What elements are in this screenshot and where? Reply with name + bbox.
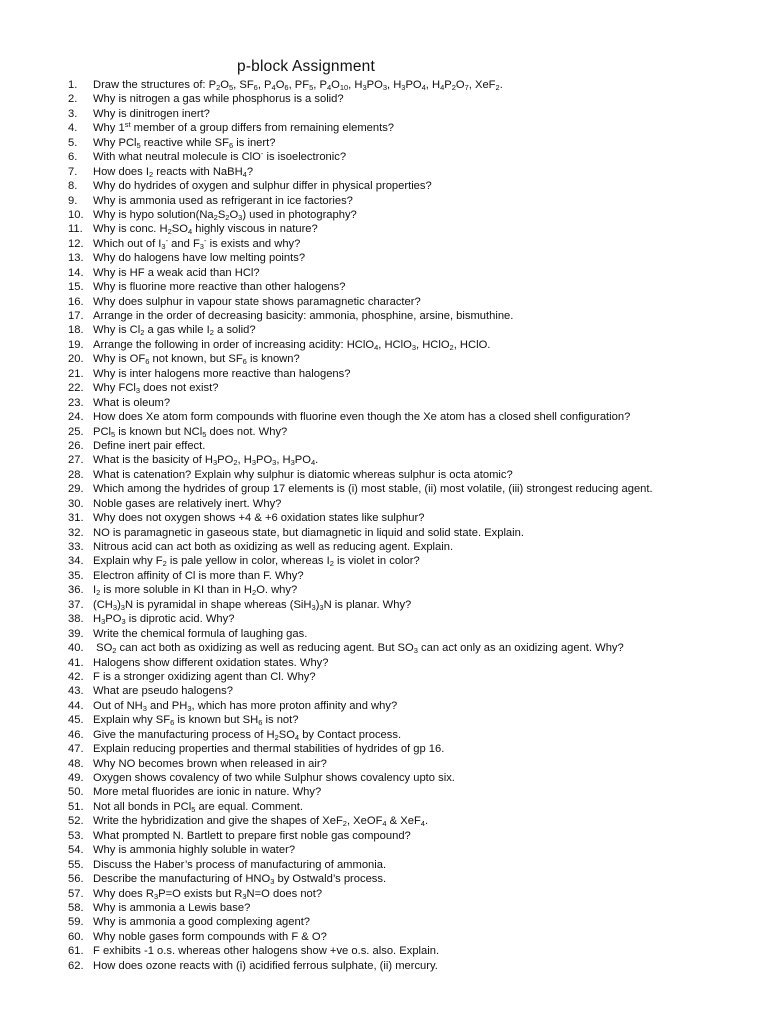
question-number: 8.: [68, 180, 78, 193]
question-number: 58.: [68, 901, 84, 914]
question-list: [0, 78, 768, 973]
question-text: Why does not oxygen shows +4 & +6 oxidation states like sulphur?: [93, 512, 425, 525]
question-text: Why FCl$_3$ does not exist?: [93, 382, 219, 396]
question-number: 19.: [68, 338, 84, 351]
question-number: 39.: [68, 627, 84, 640]
question-number: 9.: [68, 194, 78, 207]
question-item: [0, 800, 768, 814]
question-item: [0, 598, 768, 612]
question-number: 34.: [68, 555, 84, 568]
question-text: $I_2$ is more soluble in KI than in $H_2O$. why?: [93, 584, 298, 598]
page-title: [0, 58, 768, 76]
question-item: [0, 323, 768, 337]
question-number: 1.: [68, 79, 78, 91]
question-text: Why do halogens have low melting points?: [93, 252, 306, 265]
question-item: [0, 684, 768, 698]
question-number: 35.: [68, 569, 84, 582]
question-item: [0, 526, 768, 540]
question-text: Why is ammonia highly soluble in water?: [93, 844, 296, 857]
question-text: $SO_2$ can act both as oxidizing as well as reducing agent. But $SO_3$ can act only as an oxidizing agent. Why?: [93, 642, 624, 656]
question-number: 4.: [68, 122, 78, 135]
question-text: With what neutral molecule is ClO- is isoelectronic?: [93, 149, 347, 164]
question-item: [0, 930, 768, 944]
question-number: 42.: [68, 670, 84, 683]
question-number: 41.: [68, 656, 84, 669]
question-item: [0, 222, 768, 236]
question-item: [0, 453, 768, 467]
question-number: 53.: [68, 829, 84, 842]
question-text: Write the chemical formula of laughing gas.: [93, 627, 308, 640]
question-item: [0, 872, 768, 886]
question-text: How does Xe atom form compounds with fluorine even though the Xe atom has a closed shell configuration?: [93, 411, 631, 424]
question-item: [0, 511, 768, 525]
question-number: 23.: [68, 396, 84, 409]
question-item: [0, 309, 768, 323]
question-number: 62.: [68, 959, 84, 972]
question-text: Why do hydrides of oxygen and sulphur differ in physical properties?: [93, 180, 432, 193]
question-item: [0, 121, 768, 135]
question-text: Halogens show different oxidation states. Why?: [93, 656, 329, 669]
question-number: 32.: [68, 526, 84, 539]
question-text: Arrange the following in order of increasing acidity: HClO$_4$, HClO$_3$, HClO$_2$, HClO.: [93, 338, 491, 352]
question-text: Discuss the Haber’s process of manufacturing of ammonia.: [93, 858, 387, 871]
question-text: Not all bonds in PCl$_5$ are equal. Comment.: [93, 800, 304, 814]
question-item: [0, 266, 768, 280]
question-number: 21.: [68, 367, 84, 380]
question-item: [0, 713, 768, 727]
question-number: 22.: [68, 382, 84, 395]
question-text: Which out of $I_3^-$ and $F_3^-$ is exists and why?: [93, 235, 301, 251]
question-text: What is catenation? Explain why sulphur is diatomic whereas sulphur is octa atomic?: [93, 468, 513, 481]
question-text: $H_3PO_3$ is diprotic acid. Why?: [93, 613, 235, 627]
question-number: 44.: [68, 699, 84, 712]
question-item: [0, 742, 768, 756]
question-text: Why is nitrogen a gas while phosphorus is a solid?: [93, 93, 344, 106]
question-item: [0, 540, 768, 554]
question-number: 50.: [68, 786, 84, 799]
question-item: [0, 785, 768, 799]
question-item: [0, 295, 768, 309]
question-number: 33.: [68, 541, 84, 553]
question-number: 3.: [68, 107, 78, 120]
question-text: Electron affinity of Cl is more than F. Why?: [93, 569, 304, 582]
question-number: 6.: [68, 151, 78, 164]
question-item: [0, 915, 768, 929]
question-item: [0, 165, 768, 179]
question-item: [0, 612, 768, 626]
question-text: What is oleum?: [93, 396, 171, 409]
page-title-text: p-block Assignment: [237, 58, 375, 75]
question-item: [0, 829, 768, 843]
question-item: [0, 352, 768, 366]
question-number: 27.: [68, 454, 84, 467]
question-item: [0, 280, 768, 294]
question-number: 12.: [68, 237, 84, 250]
question-item: [0, 410, 768, 424]
question-number: 52.: [68, 815, 84, 828]
question-item: [0, 814, 768, 828]
question-item: [0, 237, 768, 251]
question-text: Out of $NH_3$ and $PH_3$, which has more proton affinity and why?: [93, 699, 398, 713]
question-number: 14.: [68, 266, 84, 279]
question-item: [0, 468, 768, 482]
question-text: Why noble gases form compounds with F & O?: [93, 930, 327, 943]
question-item: [0, 367, 768, 381]
question-text: Why is dinitrogen inert?: [93, 107, 210, 120]
question-item: [0, 150, 768, 164]
question-text: Explain why $F_2$ is pale yellow in color, whereas $I_2$ is violet in color?: [93, 555, 420, 569]
question-item: [0, 78, 768, 92]
question-item: [0, 641, 768, 655]
question-text: Arrange in the order of decreasing basicity: ammonia, phosphine, arsine, bismuthine.: [93, 310, 514, 322]
question-number: 55.: [68, 858, 84, 871]
question-number: 48.: [68, 757, 84, 770]
question-number: 20.: [68, 353, 84, 366]
question-number: 46.: [68, 728, 84, 741]
question-item: [0, 338, 768, 352]
question-item: [0, 396, 768, 410]
question-text: Why does sulphur in vapour state shows paramagnetic character?: [93, 295, 421, 308]
question-number: 38.: [68, 613, 84, 626]
question-number: 28.: [68, 468, 84, 481]
question-item: [0, 439, 768, 453]
question-number: 45.: [68, 714, 84, 727]
question-text: Noble gases are relatively inert. Why?: [93, 497, 282, 510]
question-number: 7.: [68, 165, 78, 178]
question-number: 61.: [68, 945, 84, 958]
question-text: Why is $Cl_2$ a gas while $I_2$ a solid?: [93, 324, 256, 338]
question-number: 18.: [68, 324, 84, 337]
question-number: 49.: [68, 772, 84, 784]
question-item: [0, 656, 768, 670]
question-text: What prompted N. Bartlett to prepare first noble gas compound?: [93, 829, 411, 842]
question-text: F is a stronger oxidizing agent than Cl. Why?: [93, 670, 316, 683]
question-number: 51.: [68, 800, 84, 813]
question-text: NO is paramagnetic in gaseous state, but diamagnetic in liquid and solid state. Explain.: [93, 526, 524, 539]
question-item: [0, 208, 768, 222]
question-number: 57.: [68, 887, 84, 900]
question-text: Write the hybridization and give the shapes of XeF$_2$, XeOF$_4$ & XeF$_4$.: [93, 815, 429, 829]
question-number: 47.: [68, 743, 84, 756]
question-text: Why NO becomes brown when released in air?: [93, 757, 327, 770]
question-number: 17.: [68, 310, 84, 322]
question-text: Why is $OF_6$ not known, but $SF_6$ is known?: [93, 353, 300, 367]
question-item: [0, 887, 768, 901]
question-text: Give the manufacturing process of $H_2SO_4$ by Contact process.: [93, 728, 402, 742]
question-number: 36.: [68, 584, 84, 597]
question-item: [0, 136, 768, 150]
question-item: [0, 381, 768, 395]
question-text: Explain reducing properties and thermal stabilities of hydrides of gp 16.: [93, 743, 445, 756]
question-number: 10.: [68, 208, 84, 221]
question-text: Which among the hydrides of group 17 elements is (i) most stable, (ii) most volatile, (iii) strongest reducing agent.: [93, 483, 653, 496]
question-text: What are pseudo halogens?: [93, 685, 233, 698]
question-text: Draw the structures of: $P_2O_5$, $SF_6$, $P_4O_6$, $PF_5$, $P_4O_{10}$, $H_3PO_3$, $H_3PO_4$, $H_4P_2O_7$, XeF$_2$.: [93, 79, 503, 92]
question-text: More metal fluorides are ionic in nature. Why?: [93, 786, 322, 799]
question-number: 40.: [68, 642, 84, 655]
question-number: 29.: [68, 483, 84, 496]
question-number: 24.: [68, 411, 84, 424]
question-text: Why 1st member of a group differs from remaining elements?: [93, 120, 395, 135]
question-number: 13.: [68, 252, 84, 265]
question-text: Oxygen shows covalency of two while Sulphur shows covalency upto six.: [93, 772, 455, 784]
question-text: Why is inter halogens more reactive than halogens?: [93, 367, 351, 380]
question-number: 31.: [68, 512, 84, 525]
question-number: 25.: [68, 425, 84, 438]
question-number: 15.: [68, 281, 84, 294]
question-text: $(CH_3)_3N$ is pyramidal in shape whereas $(SiH_3)_3N$ is planar. Why?: [93, 598, 412, 612]
question-item: [0, 425, 768, 439]
question-text: Nitrous acid can act both as oxidizing as well as reducing agent. Explain.: [93, 541, 454, 553]
question-number: 5.: [68, 136, 78, 149]
question-item: [0, 179, 768, 193]
question-number: 59.: [68, 916, 84, 929]
question-text: PCl$_5$ is known but NCl$_5$ does not. Why?: [93, 425, 288, 439]
question-item: [0, 771, 768, 785]
question-text: How does ozone reacts with (i) acidified ferrous sulphate, (ii) mercury.: [93, 959, 438, 972]
question-item: [0, 583, 768, 597]
question-number: 54.: [68, 844, 84, 857]
question-item: [0, 194, 768, 208]
question-item: [0, 107, 768, 121]
question-number: 11.: [68, 223, 83, 236]
question-text: How does $I_2$ reacts with NaBH$_4$?: [93, 165, 254, 179]
question-text: Why is conc. $H_2SO_4$ highly viscous in nature?: [93, 223, 318, 237]
question-text: Why is ammonia a Lewis base?: [93, 901, 251, 914]
question-item: [0, 497, 768, 511]
question-text: Explain why $SF_6$ is known but $SH_6$ is not?: [93, 714, 299, 728]
question-number: 37.: [68, 598, 84, 611]
question-item: [0, 92, 768, 106]
question-text: Why is HF a weak acid than HCl?: [93, 266, 260, 279]
question-item: [0, 627, 768, 641]
question-item: [0, 858, 768, 872]
question-text: Why is ammonia used as refrigerant in ice factories?: [93, 194, 353, 207]
question-number: 60.: [68, 930, 84, 943]
question-item: [0, 728, 768, 742]
question-item: [0, 757, 768, 771]
question-text: Why is fluorine more reactive than other halogens?: [93, 281, 346, 294]
question-text: F exhibits -1 o.s. whereas other halogens show +ve o.s. also. Explain.: [93, 945, 440, 958]
question-text: Why PCl$_5$ reactive while $SF_6$ is inert?: [93, 136, 276, 150]
question-number: 16.: [68, 295, 84, 308]
question-item: [0, 670, 768, 684]
question-item: [0, 843, 768, 857]
question-item: [0, 959, 768, 973]
question-item: [0, 569, 768, 583]
question-item: [0, 482, 768, 496]
question-text: What is the basicity of $H_3PO_2$, $H_3PO_3$, $H_3PO_4$.: [93, 454, 319, 468]
question-item: [0, 251, 768, 265]
question-text: Why does $R_3P=O$ exists but $R_3N=O$ does not?: [93, 887, 323, 901]
question-number: 56.: [68, 873, 84, 886]
question-number: 30.: [68, 497, 84, 510]
question-text: Define inert pair effect.: [93, 439, 206, 452]
question-item: [0, 554, 768, 568]
question-text: Why is hypo $solution(Na_2S_2O_3)$ used in photography?: [93, 208, 357, 222]
question-number: 26.: [68, 439, 84, 452]
question-text: Why is ammonia a good complexing agent?: [93, 916, 311, 929]
question-item: [0, 699, 768, 713]
question-number: 43.: [68, 685, 84, 698]
question-text: Describe the manufacturing of $HNO_3$ by Ostwald’s process.: [93, 873, 387, 887]
question-number: 2.: [68, 93, 78, 106]
question-item: [0, 901, 768, 915]
question-item: [0, 944, 768, 958]
